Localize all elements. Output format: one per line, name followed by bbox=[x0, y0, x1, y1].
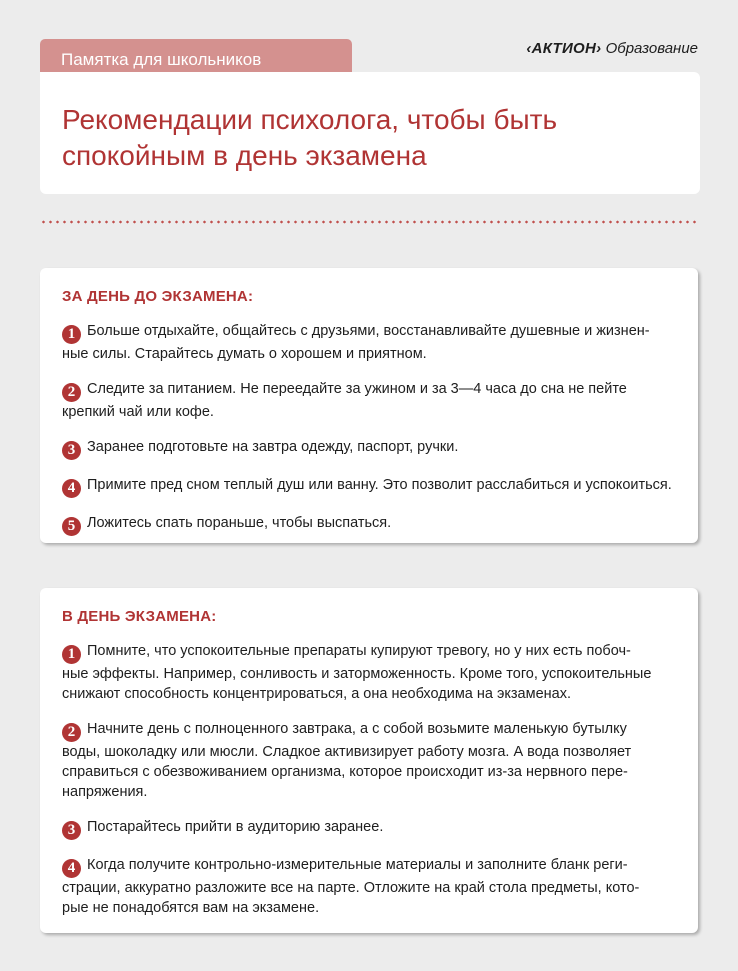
item-line: Ложитесь спать пораньше, чтобы выспаться. bbox=[87, 515, 392, 531]
section-heading: В ДЕНЬ ЭКЗАМЕНА: bbox=[62, 608, 217, 625]
number-badge: 5 bbox=[62, 517, 81, 536]
list-item bbox=[62, 855, 676, 918]
page-title-line-1: Рекомендации психолога, чтобы быть bbox=[62, 104, 558, 135]
list-item bbox=[62, 379, 676, 422]
title-card bbox=[40, 72, 700, 194]
page-title-line-2: спокойным в день экзамена bbox=[62, 140, 427, 171]
brand-logo-text: ‹АКТИОН› bbox=[526, 40, 602, 57]
item-line: Постарайтесь прийти в аудиторию заранее. bbox=[87, 819, 384, 835]
item-line: напряжения. bbox=[62, 784, 148, 800]
page-title bbox=[62, 102, 678, 174]
item-line: страции, аккуратно разложите все на парте. Отложите на край стола предметы, кото- bbox=[62, 880, 640, 896]
item-line: ные силы. Старайтесь думать о хорошем и приятном. bbox=[62, 346, 427, 362]
number-badge: 1 bbox=[62, 645, 81, 664]
item-line: справиться с обезвоживанием организма, которое происходит из-за нервного пере- bbox=[62, 764, 628, 780]
list-item bbox=[62, 321, 676, 364]
memo-tag-label: Памятка для школьников bbox=[61, 50, 262, 69]
dotted-divider bbox=[40, 220, 700, 224]
brand-logo bbox=[526, 40, 698, 57]
item-line: ные эффекты. Например, сонливость и заторможенность. Кроме того, успокоительные bbox=[62, 666, 652, 682]
item-line: Больше отдыхайте, общайтесь с друзьями, восстанавливайте душевные и жизнен- bbox=[87, 323, 650, 339]
item-line: Заранее подготовьте на завтра одежду, паспорт, ручки. bbox=[87, 439, 459, 455]
list-item bbox=[62, 475, 676, 498]
section-day-before bbox=[40, 268, 698, 543]
item-line: рые не понадобятся вам на экзамене. bbox=[62, 900, 320, 916]
section-heading: ЗА ДЕНЬ ДО ЭКЗАМЕНА: bbox=[62, 288, 254, 305]
number-badge: 2 bbox=[62, 723, 81, 742]
item-line: Примите пред сном теплый душ или ванну. Это позволит расслабиться и успокоиться. bbox=[87, 477, 672, 493]
item-line: Когда получите контрольно-измерительные материалы и заполните бланк реги- bbox=[87, 857, 628, 873]
brand-sub-text: Образование bbox=[605, 40, 698, 57]
item-line: Помните, что успокоительные препараты купируют тревогу, но у них есть побоч- bbox=[87, 643, 631, 659]
list-item bbox=[62, 513, 676, 536]
item-line: воды, шоколадку или мюсли. Сладкое активизирует работу мозга. А вода позволяет bbox=[62, 744, 632, 760]
number-badge: 3 bbox=[62, 821, 81, 840]
list-item bbox=[62, 719, 676, 802]
item-line: Следите за питанием. Не переедайте за ужином и за 3—4 часа до сна не пейте bbox=[87, 381, 627, 397]
number-badge: 4 bbox=[62, 479, 81, 498]
number-badge: 3 bbox=[62, 441, 81, 460]
list-item bbox=[62, 437, 676, 460]
number-badge: 2 bbox=[62, 383, 81, 402]
item-line: снижают способность концентрироваться, а она необходима на экзаменах. bbox=[62, 686, 571, 702]
item-line: Начните день с полноценного завтрака, а с собой возьмите маленькую бутылку bbox=[87, 721, 627, 737]
number-badge: 1 bbox=[62, 325, 81, 344]
section-exam-day bbox=[40, 588, 698, 933]
list-item bbox=[62, 641, 676, 704]
number-badge: 4 bbox=[62, 859, 81, 878]
item-line: крепкий чай или кофе. bbox=[62, 404, 214, 420]
list-item bbox=[62, 817, 676, 840]
